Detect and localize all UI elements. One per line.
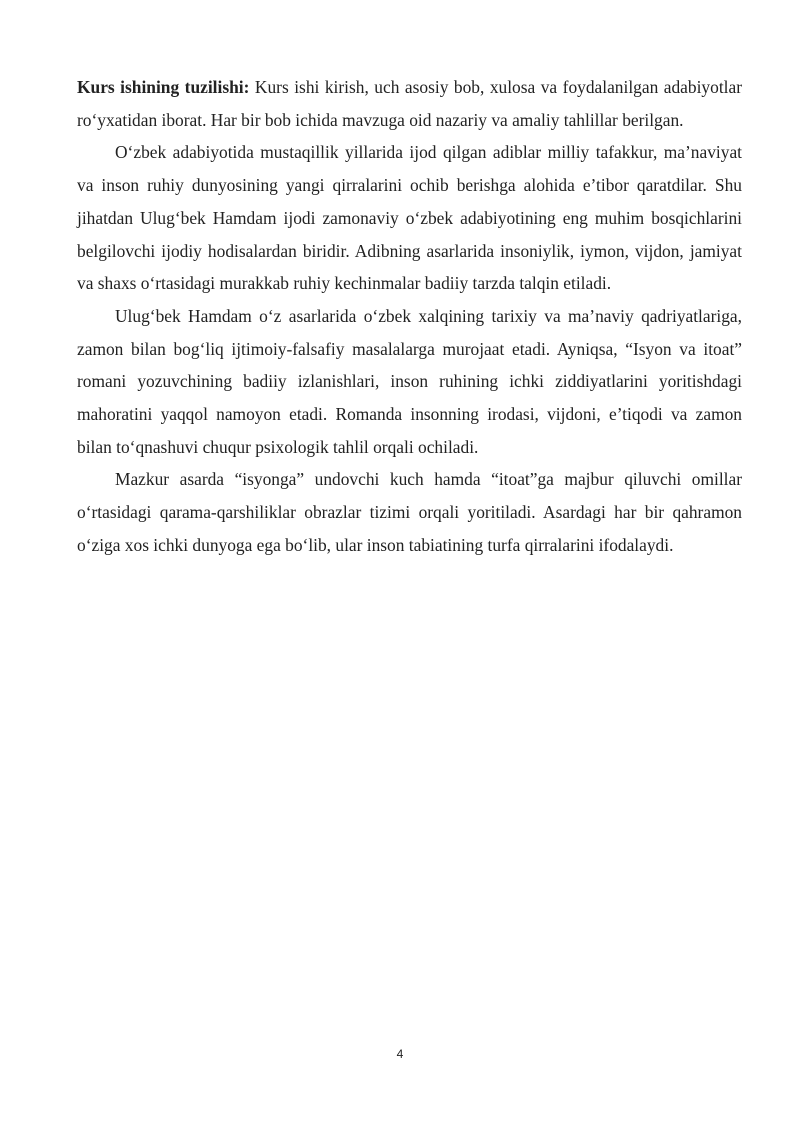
paragraph-independence-literature: O‘zbek adabiyotida mustaqillik yillarida ijod qilgan adiblar milliy tafakkur, ma’naviyat va inson ruhiy dunyosining yangi qirralarini ochib berishga alohida e’tibor qaratdilar. Shu jihatdan Ulug‘bek Hamdam ijodi zamonaviy o‘zbek adabiyotining eng muhim bosqichlarini belgilovchi ijodiy hodisalardan biridir. Adibning asarlarida insoniylik, iymon, vijdon, jamiyat va shaxs o‘rtasidagi murakkab ruhiy kechinmalar badiiy tarzda talqin etiladi. xyxy=(77,142,742,294)
page-number: 4 xyxy=(396,1047,404,1061)
paragraph-text: Kurs ishi kirish, uch asosiy bob, xulosa va foydalanilgan adabiyotlar ro‘yxatidan iborat. Har bir bob ichida mavzuga oid nazariy va amaliy tahlillar berilgan. xyxy=(77,77,742,130)
paragraph-structure xyxy=(77,71,742,136)
body-text xyxy=(77,71,742,562)
paragraph-lead-heading: Kurs ishining tuzilishi: xyxy=(77,77,250,97)
paragraph-rebellion-obedience: Mazkur asarda “isyonga” undovchi kuch hamda “itoat”ga majbur qiluvchi omillar o‘rtasidagi qarama-qarshiliklar obrazlar tizimi orqali yoritiladi. Asardagi har bir qahramon o‘ziga xos ichki dunyoga ega bo‘lib, ular inson tabiatining turfa qirralarini ifodalaydi. xyxy=(77,469,742,555)
paragraph-hamdam-works: Ulug‘bek Hamdam o‘z asarlarida o‘zbek xalqining tarixiy va ma’naviy qadriyatlariga, zamon bilan bog‘liq ijtimoiy-falsafiy masalalarga murojaat etadi. Ayniqsa, “Isyon va itoat” romani yozuvchining badiiy izlanishlari, inson ruhining ichki ziddiyatlarini yoritishdagi mahoratini yaqqol namoyon etadi. Romanda insonning irodasi, vijdoni, e’tiqodi va zamon bilan to‘qnashuvi chuqur psixologik tahlil orqali ochiladi. xyxy=(77,305,742,457)
